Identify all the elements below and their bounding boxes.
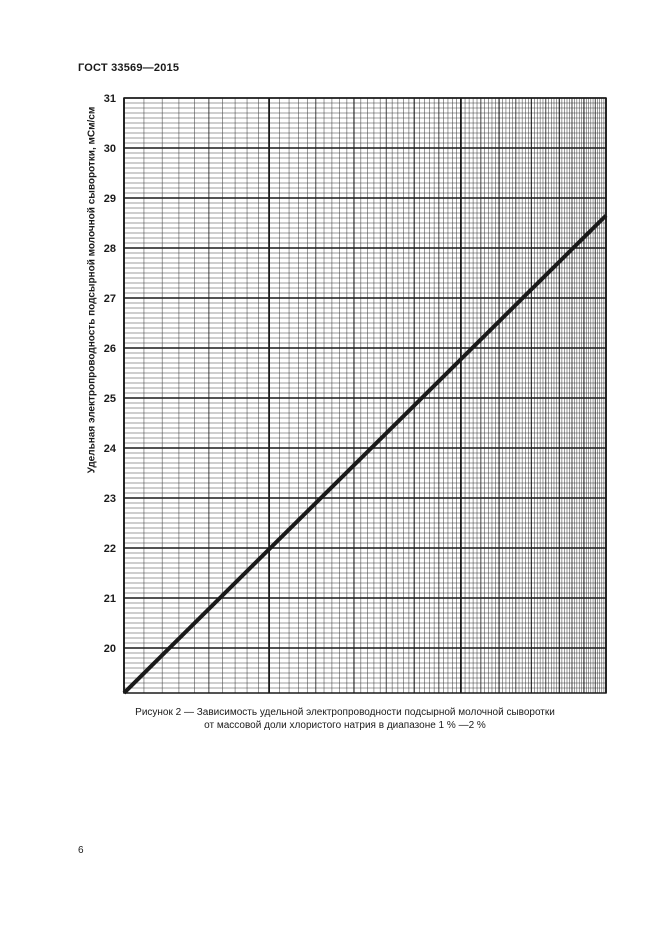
y-axis-label: Удельная электропроводность подсырной молочной сыворотки, мСм/см (86, 106, 98, 474)
document-header: ГОСТ 33569—2015 (78, 62, 180, 74)
y-tick-label: 24 (103, 443, 116, 455)
y-tick-label: 30 (103, 143, 116, 155)
y-tick-label: 22 (103, 543, 116, 555)
caption-line-2: от массовой доли хлористого натрия в диапазоне 1 % —2 % (204, 720, 486, 731)
y-tick-label: 31 (103, 93, 116, 105)
data-series (124, 216, 606, 694)
page-number: 6 (78, 845, 84, 856)
series-line (124, 216, 606, 694)
y-tick-label: 28 (103, 243, 116, 255)
grid-major (124, 98, 606, 693)
grid-minor (124, 98, 606, 693)
caption-line-1: Рисунок 2 — Зависимость удельной электропроводности подсырной молочной сыворотки (135, 707, 555, 718)
y-tick-label: 27 (103, 293, 116, 305)
y-tick-label: 29 (103, 193, 116, 205)
y-tick-label: 23 (103, 493, 116, 505)
y-tick-labels (104, 93, 117, 655)
y-tick-label: 25 (103, 393, 116, 405)
y-tick-label: 20 (103, 643, 116, 655)
figure-caption (130, 706, 560, 732)
y-tick-label: 26 (103, 343, 116, 355)
plot-frame (124, 98, 606, 693)
y-tick-label: 21 (103, 593, 116, 605)
